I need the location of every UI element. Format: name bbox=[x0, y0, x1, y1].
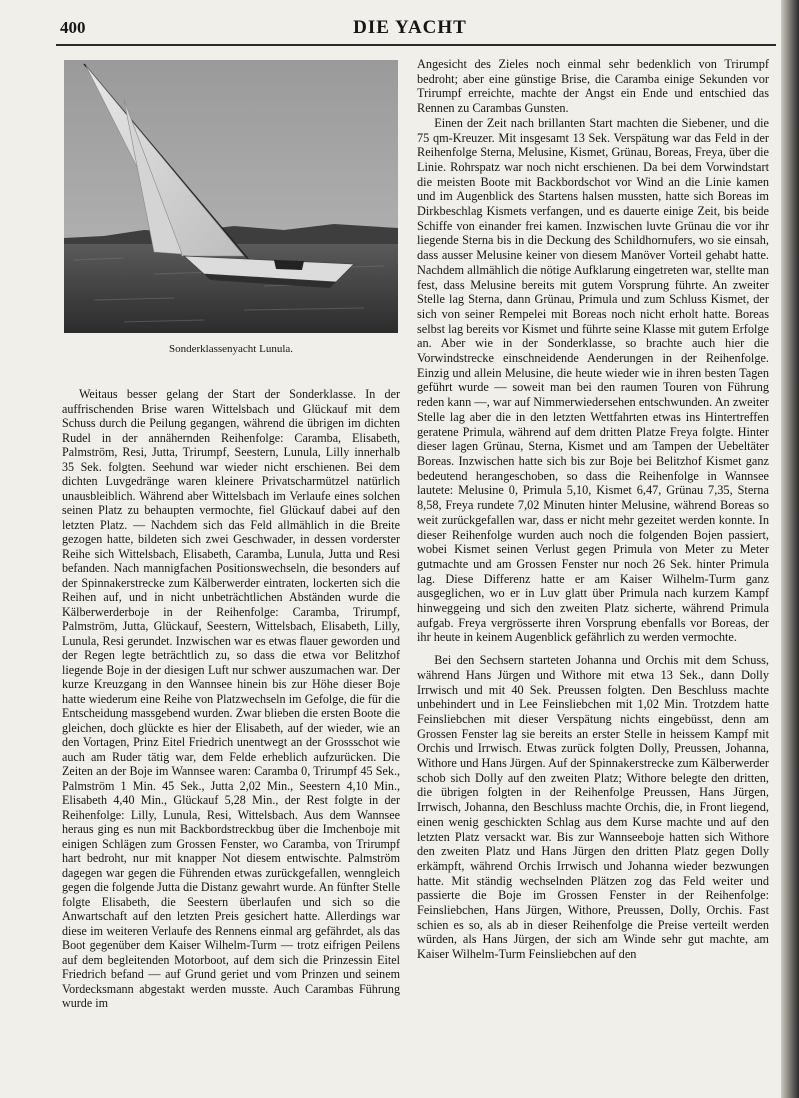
paragraph: Bei den Sechsern starteten Johanna und Orchis mit dem Schuss, während Hans Jürgen und Withore mit etwa 13 Sek., dann Dolly Irrwisch und mit 40 Sek. Preussen folgten. Den Beschluss machte unbehindert und in Lee Feinsliebchen mit 1,02 Min. Trotzdem hatte Feinsliebchen mit dieser Verspätung nichts eingebüsst, denn am Grossen Fenster lag sie bereits an erster Stelle in heissem Kampf mit Orchis und Irrwisch. Etwas zurück folgten Dolly, Preussen, Johanna, Withore und Hans Jürgen. Auf der Spinnakerstrecke zum Kälberwerder schob sich Dolly auf den zweiten Platz; Withore belegte den dritten, die übrigen folgten in der Reihenfolge Preussen, Hans Jürgen, Irrwisch, Johanna, den Beschluss machte Orchis, die, in Front liegend, einen wenig geschickten Schlag aus dem Kurse machte und auf den letzten Platz versackt war. Bis zur Wannseeboje hatten sich Withore den zweiten Platz und Hans Jürgen den dritten Platz gegen Dolly erkämpft, während Orchis Irrwisch und Johanna wieder bezwungen hatte. Mit ständig wechselnden Plätzen zog das Feld weiter und passierte die Boje im Grossen Fenster in der Reihenfolge: Feinsliebchen, Hans Jürgen, Withore, Preussen, Dolly, Orchis. Fast schien es so, als ab in dieser Reihenfolge die Preise verteilt werden würden, als Hans Jürgen, der sich am Winde sehr gut machte, am Kaiser Wilhelm-Turm Feinsliebchen auf den bbox=[417, 653, 769, 962]
sailing-yacht-photo bbox=[64, 60, 398, 333]
journal-title: DIE YACHT bbox=[353, 17, 467, 38]
paragraph: Einen der Zeit nach brillanten Start machten die Siebener, und die 75 qm-Kreuzer. Mit insgesamt 13 Sek. Verspätung war das Feld in der Reihenfolge Sterna, Melusine, Kismet, Grünau, Boreas, Freya, über die Linie. Rohrspatz war noch nicht erschienen. Da bei dem Vorwindstart die meisten Boote mit Backbordschot vor Wind an die Linie kamen und im Augenblick des Startens halsen mussten, hatte sich Boreas im Dirkbeschlag Kismets verfangen, und es dauerte einige Zeit, bis beide Schiffe von einander frei kamen. Inzwischen luvte Grünau die vor ihr liegende Sterna bis in die Deckung des Schildhornufers, wo sie einsah, dass ausser Melusine keiner von diesem Manöver Vorteil gehabt hatte. Nachdem allmählich die nötige Aufklarung eingetreten war, stellte man fest, dass Melusine bereits mit gutem Vorsprung führte. An zweiter Stelle lag Sterna, dann Grünau, Primula und zum Schluss Kismet, der sich von seiner Rempelei mit Boreas noch nicht erholt hatte. Boreas selbst lag bereits vor Kismet und führte seine Klasse mit gutem Erfolge an. Aber wie in der Sonderklasse, so brachte auch hier die Vorwindstrecke einschneidende Aenderungen in der Reihenfolge. Einzig und allein Melusine, die heute wieder wie in ihren besten Tagen geführt wurde — soweit man bei den raumen Touren von Führung reden kann —, war auf Nimmerwiedersehen entschwunden. An zweiter Stelle lag aber die in den letzten Wettfahrten etwas ins Hintertreffen geratene Primula, während auf dem dritten Platze Freya folgte. Hinter dieser lagen Grünau, Sterna, Kismet und am Tampen der Uebeltäter Boreas. Inzwischen hatte sich bis zur Boje bei Belitzhof Kismet ganz bedeutend herangeschoben, so dass die Reihenfolge in Wannsee lautete: Melusine 0, Primula 5,10, Kismet 6,47, Grünau 7,35, Sterna 8,58, Freya rundete 7,02 Minuten hinter Melusine, während Boreas so weit zurückgefallen war, dass er nicht mehr gezeitet werden konnte. In dieser Reihenfolge wurden auch noch die folgenden Bojen passiert, wobei Kismet seinen Verlust gegen Primula von Meter zu Meter gutmachte und am Grossen Fenster nur noch 26 Sek. hinter Primula lag. Diese Differenz hatte er am Kaiser Wilhelm-Turm ganz ausgeglichen, wo er in Luv glatt über Primula nach kurzem Kampf hinweggeing und sich den zweiten Platz sicherte, während Primula aufgab. Freya vergrösserte ihren Vorsprung ebenfalls vor Boreas, der ihr heute in keinem Augenblick gefährlich zu werden vermochte. bbox=[417, 115, 769, 645]
paragraph: Angesicht des Zieles noch einmal sehr bedenklich von Trirumpf bedroht; aber eine günstige Brise, die Caramba einige Sekunden vor Trirumpf erreichte, machte der Angst ein Ende und entschied das Rennen zu Carambas Gunsten. bbox=[417, 57, 769, 116]
left-column-text bbox=[62, 387, 400, 1011]
figure-caption: Sonderklassenyacht Lunula. bbox=[168, 343, 294, 355]
yacht-photo-illustration bbox=[64, 60, 398, 333]
left-column bbox=[62, 60, 400, 1011]
paragraph: Weitaus besser gelang der Start der Sonderklasse. In der auffrischenden Brise waren Wittelsbach und Glückauf mit dem Schuss durch die Peilung gegangen, während die übrigen im dichten Rudel in der annähernden Reihenfolge: Caramba, Elisabeth, Palmström, Resi, Jutta, Trirumpf, Seestern, Lunula, Lilly innerhalb 35 Sek. folgten. Seehund war wieder nicht erschienen. Bei dem dichten Luvgedränge waren kleinere Privatscharmützel natürlich unausbleiblich. Während aber Wittelsbach im Verlaufe eines solchen seinen Platz zu behaupten vermochte, fiel Glückauf dabei auf den letzten Platz. — Nachdem sich das Feld allmählich in die Breite gezogen hatte, bildeten sich zwei Geschwader, in dessen vorderster Reihe sich Wittelsbach, Elisabeth, Caramba, Lunula, Jutta und Resi befanden. Nach mannigfachen Positionswechseln, die besonders auf der Spinnakerstrecke zum Kälberwerder eintraten, lockerten sich die Reihen auf, und in nicht unbeträchtlichen Abständen wurde die Kälberwerderboje in der Reihenfolge: Caramba, Trirumpf, Palmström, Jutta, Glückauf, Seestern, Wittelsbach, Elisabeth, Lilly, Lunula, Resi gerundet. Inzwischen war es etwas flauer geworden und der Regen legte beträchtlich zu, so dass die etwa vor Belitzhof liegende Boje in der diesigen Luft nur schwer auszumachen war. Der kurze Kreuzgang in den Wannsee hinein bis zur Höhe dieser Boje hatte wiederum eine Reihe von Platzwechseln im Gefolge, die für die Entscheidung massgebend wurden. Zwar blieben die ersten Boote die gleichen, doch glückte es hier der Elisabeth, auf der wieder, wie an den Vortagen, Prinz Eitel Friedrich unentwegt an der Grossschot wie auch am Ruder tätig war, dem Felde erheblich aufzurücken. Die Zeiten an der Boje im Wannsee waren: Caramba 0, Trirumpf 45 Sek., Palmström 1 Min. 45 Sek., Jutta 2,02 Min., Seestern 4,10 Min., Elisabeth 4,40 Min., Glückauf 5,28 Min., der Rest folgte in der Reihenfolge: Lilly, Lunula, Resi, Wittelsbach. Aus dem Wannsee heraus ging es nun mit Backbordstreckbug über die Imchenboje mit einigen Schlägen zum Grossen Fenster, wo Caramba, von Trirumpf hart bedroht, nur mit knapper Not diesem entwischte. Palmström dagegen war gegen die Führenden etwas zurückgefallen, wenngleich gegen die folgende Jutta die Distanz gewahrt wurde. An fünfter Stelle folgte Elisabeth, die Seestern überlaufen und sich so die Anwartschaft auf den letzten Preis gesichert hatte. Allerdings war diese im weiteren Verlaufe des Rennens einmal arg gefährdet, als das Boot gegenüber dem Kaiser Wilhelm-Turm — trotz eifrigen Peilens auf dem begleitenden Motorboot, auf dem sich die Prinzessin Eitel Friedrich befand — auf Grund geriet und vom Prinzen und seinem Vordecksmann abgestakt werden musste. Auch Carambas Führung wurde im bbox=[62, 387, 400, 1010]
scan-binding-edge bbox=[781, 0, 799, 1098]
right-column bbox=[417, 57, 769, 962]
page-number: 400 bbox=[60, 18, 86, 37]
header-rule bbox=[56, 44, 776, 46]
